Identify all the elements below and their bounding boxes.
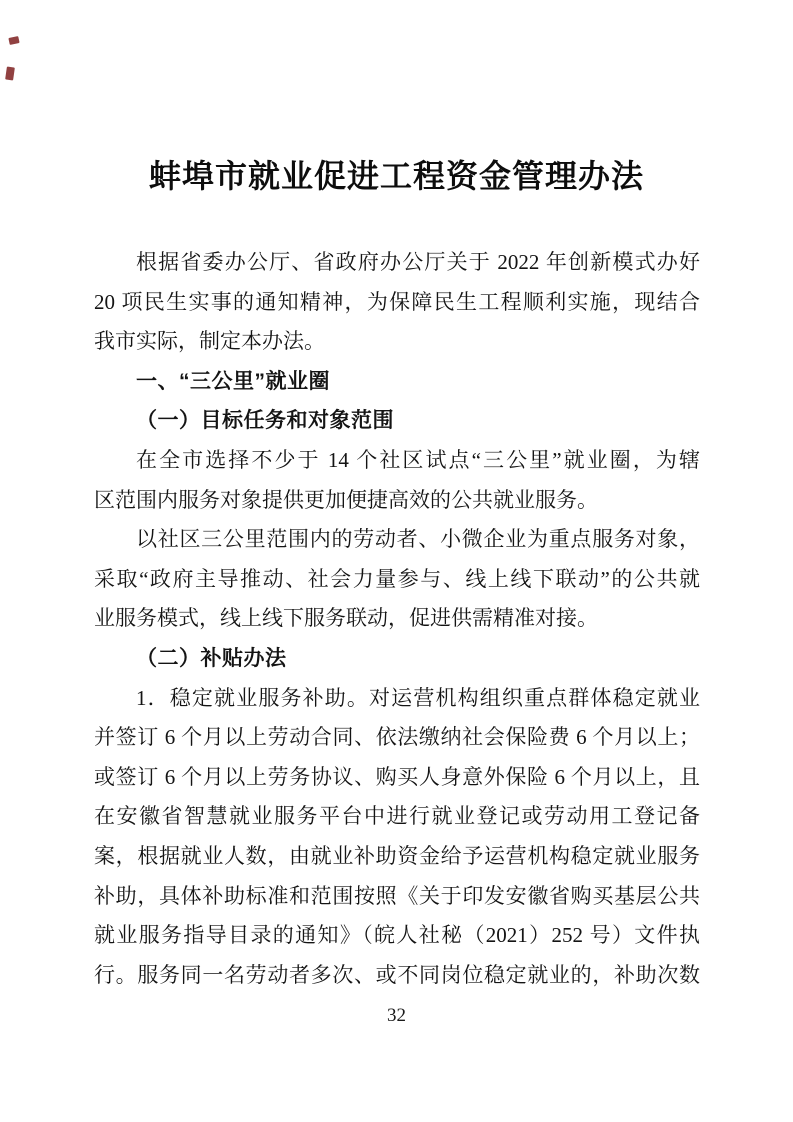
text-line: 采取“政府主导推动、社会力量参与、线上线下联动”的公共就 xyxy=(94,566,700,591)
text-line: 并签订 6 个月以上劳动合同、依法缴纳社会保险费 6 个月以上； xyxy=(94,725,700,750)
red-ink-mark xyxy=(8,36,19,45)
text-line: 补助，具体补助标准和范围按照《关于印发安徽省购买基层公共 xyxy=(94,883,700,908)
text-line: 就业服务指导目录的通知》（皖人社秘（2021）252 号）文件执 xyxy=(94,923,700,948)
document-body xyxy=(94,243,700,995)
text-line: 区范围内服务对象提供更加便捷高效的公共就业服务。 xyxy=(94,487,598,512)
heading-line: （一）目标任务和对象范围 xyxy=(136,408,394,433)
document-title: 蚌埠市就业促进工程资金管理办法 xyxy=(148,158,644,194)
text-line: 行。服务同一名劳动者多次、或不同岗位稳定就业的，补助次数 xyxy=(94,962,700,987)
text-line: 或签订 6 个月以上劳务协议、购买人身意外保险 6 个月以上，且 xyxy=(94,764,700,789)
text-line: 在安徽省智慧就业服务平台中进行就业登记或劳动用工登记备 xyxy=(94,804,700,829)
red-ink-mark xyxy=(5,67,15,81)
heading-line: （二）补贴办法 xyxy=(136,645,287,670)
text-line: 1．稳定就业服务补助。对运营机构组织重点群体稳定就业 xyxy=(136,685,700,710)
text-line: 案，根据就业人数，由就业补助资金给予运营机构稳定就业服务 xyxy=(94,843,700,868)
text-line: 我市实际，制定本办法。 xyxy=(94,329,325,354)
text-line: 根据省委办公厅、省政府办公厅关于 2022 年创新模式办好 xyxy=(136,250,700,274)
page-number: 32 xyxy=(387,1005,406,1027)
text-line: 20 项民生实事的通知精神，为保障民生工程顺利实施，现结合 xyxy=(94,289,700,314)
heading-line: 一、“三公里”就业圈 xyxy=(136,369,330,393)
text-line: 业服务模式，线上线下服务联动，促进供需精准对接。 xyxy=(94,606,598,631)
text-line: 在全市选择不少于 14 个社区试点“三公里”就业圈，为辖 xyxy=(136,447,700,472)
text-line: 以社区三公里范围内的劳动者、小微企业为重点服务对象， xyxy=(136,527,700,552)
